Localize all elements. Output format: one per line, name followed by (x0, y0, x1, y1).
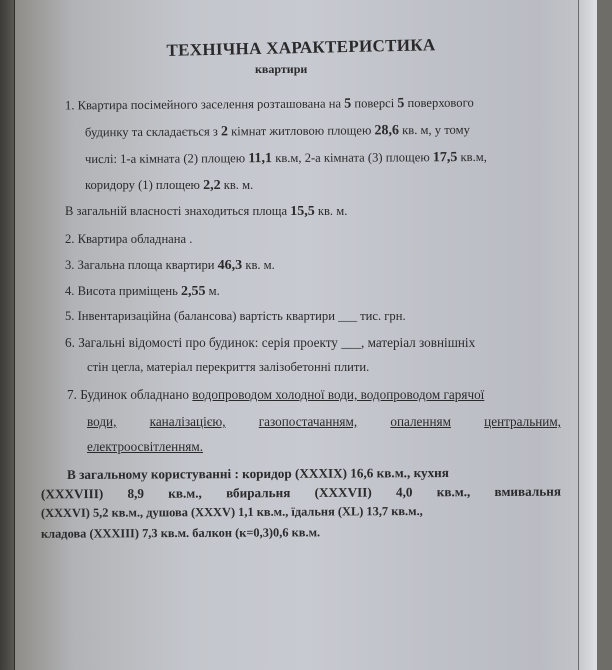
shared-area-value: 15,5 (290, 204, 315, 219)
word: кв.м., (168, 485, 202, 501)
room2-area-value: 17,5 (432, 150, 458, 166)
living-area-value: 28,6 (374, 123, 400, 139)
text: тис. грн. (356, 309, 406, 323)
text: В загальній власності знаходиться площа (65, 204, 291, 218)
word: (XXXVIII) (40, 486, 104, 502)
word: центральним, (484, 414, 561, 429)
utilities-text: водопроводом холодної води, водопроводом гарячої (192, 387, 485, 402)
text: 5. Інвентаризаційна (балансова) вартість квартири (65, 309, 339, 323)
text: поверхового (404, 95, 474, 111)
item-6-line-2: стін цегла, матеріал перекриття залізобетонні плити. (87, 360, 370, 374)
text: кв.м, 2-а кімната (3) площею (272, 150, 433, 166)
item-1-line-3 (85, 150, 487, 168)
text: коридору (1) площею (85, 178, 204, 192)
word: каналізацією, (149, 414, 226, 429)
document-subtitle: квартири (255, 62, 308, 76)
text: кімнат житловою площею (227, 123, 375, 139)
rooms-value: 2 (220, 124, 229, 140)
common-use-line-2 (41, 484, 561, 503)
corridor-area-value: 2,2 (203, 178, 221, 193)
item-4 (65, 284, 220, 300)
word: води, (87, 414, 117, 429)
common-use-line-4: кладова (XXXIII) 7,3 кв.м. балкон (к=0,3)0,6 кв.м. (40, 525, 321, 541)
word: 4,0 (395, 484, 413, 500)
item-2: 2. Квартира обладнана . (65, 232, 193, 246)
background-edge (0, 0, 14, 670)
word: 8,9 (127, 485, 145, 501)
page-edge (578, 0, 597, 670)
text: поверсі (351, 96, 398, 111)
text: будинку та складається з (84, 124, 222, 140)
text: кв. м. (314, 204, 348, 218)
common-use-line-3: (XXXVI) 5,2 кв.м., душова (XXXV) 1,1 кв.м., їдальня (XL) 13,7 кв.м., (40, 504, 423, 520)
series-blank: ___ (341, 335, 361, 350)
floor-value: 5 (344, 96, 352, 112)
text: 6. Загальні відомості про будинок: серія проекту (65, 335, 342, 350)
item-6-line-1 (65, 335, 475, 351)
total-area-value: 46,3 (217, 258, 243, 273)
shared-ownership-line (65, 204, 347, 220)
word: опаленням (390, 414, 451, 429)
floors-total-value: 5 (397, 96, 405, 112)
document-page (14, 0, 597, 670)
item-3 (65, 258, 275, 274)
ceiling-height-value: 2,55 (181, 284, 206, 299)
text: кв.м, (457, 149, 487, 165)
item-5 (65, 309, 406, 324)
item-1-line-1 (65, 96, 474, 115)
text: 3. Загальна площа квартири (65, 258, 218, 272)
item-7-line-1 (67, 387, 484, 403)
word: кв.м., (436, 484, 471, 500)
word: вмивальня (494, 483, 561, 499)
item-1-line-4 (85, 178, 253, 194)
room1-area-value: 11,1 (248, 151, 273, 167)
text: кв. м. (220, 178, 254, 192)
text: 1. Квартира посімейного заселення розташована на (64, 96, 345, 113)
text: кв. м, у тому (398, 122, 470, 138)
text: м. (205, 284, 220, 298)
text: , матеріал зовнішніх (360, 335, 476, 350)
word: вбиральня (226, 485, 291, 501)
item-1-line-2 (85, 123, 470, 142)
word: газопостачанням, (258, 414, 358, 429)
item-7-line-3: електроосвітленням. (87, 439, 203, 454)
word: (XXXVII) (314, 484, 372, 500)
text: числі: 1-а кімната (2) площею (84, 151, 249, 167)
text: 7. Будинок обладнано (67, 387, 193, 402)
text: 4. Висота приміщень (65, 284, 182, 298)
value-blank: ___ (338, 309, 357, 323)
text: кв. м. (242, 258, 275, 272)
item-7-line-2 (87, 414, 561, 430)
document-title: ТЕХНІЧНА ХАРАКТЕРИСТИКА (166, 35, 436, 60)
common-use-line-1: В загальному користуванні : коридор (XXXIX) 16,6 кв.м., кухня (66, 465, 449, 482)
